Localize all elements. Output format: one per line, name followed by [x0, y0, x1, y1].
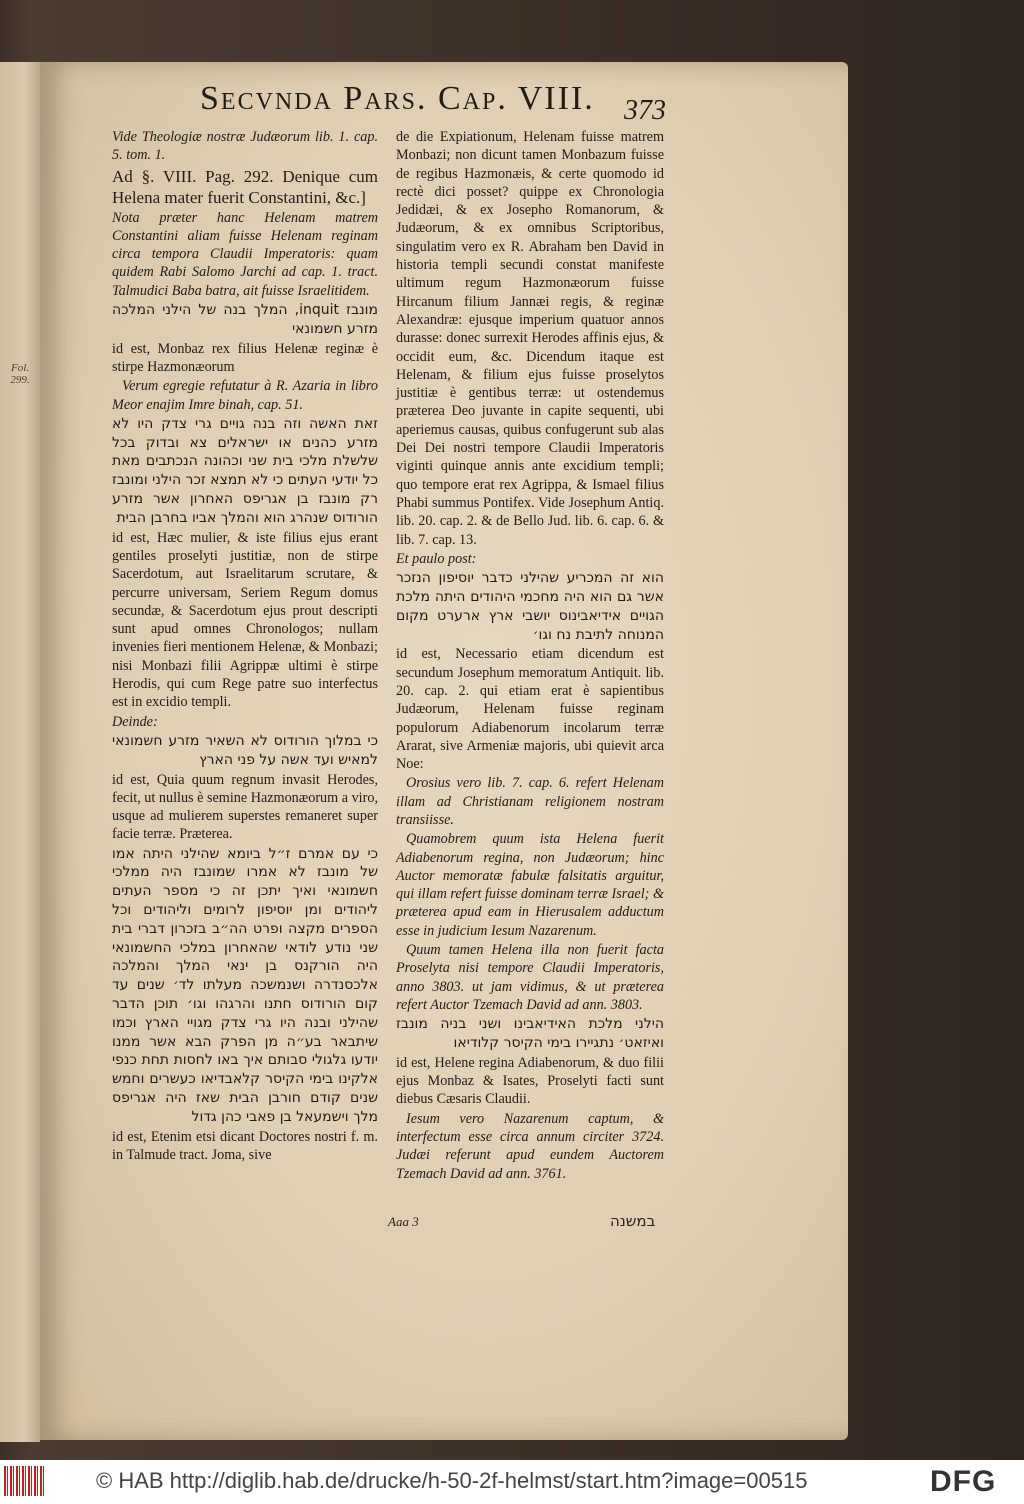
left-text-column	[112, 128, 378, 1165]
latin-paragraph: Vide Theologiæ nostræ Judæorum lib. 1. cap. 5. tom. 1.	[112, 129, 378, 164]
hebrew-paragraph: כי עם אמרם ז״ל ביומא שהילני היתה אמו של מונבז לא אמרו שמונבז היה ממלכי חשמונאי ואיך יתכן זה כי מספר העתים ליהודים ומן יוסיפון לרומים וליהודים וכל הספרים מקצה ופרט הה״ב בזכרון דברי בית שני נודע לודאי שהאחרון במלכי החשמונאי היה הורקנס בן ינאי המלך והמלכה אלכסנדרה ושנמשכה מעלתו לד׳ שנים עד קום הורודוס חתנו והרגהו וגו׳ תוכן הדבר שהילני ובנה היו גרי צדק מגויי הארץ וכמו שיתבאר בע״ה מן הפרק הבא אשר ממנו יודעו גלגולי סבותם איך באו לחסות תחת כנפי אלקינו בימי הקיסר קלאבדיאו כעשרים וחמש שנים קודם חורבן הבית שאז היה אגריפס מלך וישמעאל בן פאבי כהן גדול	[112, 845, 378, 1125]
hebrew-paragraph: כי במלוך הורודוס לא השאיר מזרע חשמונאי למאיש ועד אשה על פני הארץ	[112, 732, 378, 768]
latin-paragraph: Nota præter hanc Helenam matrem Constantini aliam fuisse Helenam reginam circa tempora Claudii Imperatoris: quam quidem Rabi Salomo Jarchi ad cap. 1. tract. Talmudici Baba batra, ait fuisse Israelitidem.	[112, 209, 378, 299]
latin-paragraph: Et paulo post:	[396, 550, 477, 567]
running-head: Secvnda Pars. Cap. VIII.	[200, 80, 595, 117]
latin-paragraph: Ad §. VIII. Pag. 292. Denique cum Helena mater fuerit Constantini, &c.]	[112, 166, 378, 207]
copyright-url-link[interactable]: © HAB http://diglib.hab.de/drucke/h-50-2f-helmst/start.htm?image=00515	[96, 1468, 808, 1493]
right-text-column	[396, 128, 664, 1184]
latin-paragraph: id est, Helene regina Adiabenorum, & duo filii ejus Monbaz & Isates, Proselyti facti sunt diebus Cæsaris Claudii.	[396, 1054, 664, 1108]
hebrew-paragraph: הוא זה המכריע שהילני כדבר יוסיפון הנזכר אשר גם הוא היה מחכמי היהודים היתה מלכת הגויים אידיאבינוס יושבי ארץ ארערט מקום המנוחה לתיבת נח וגו׳	[396, 570, 664, 643]
latin-paragraph: Quamobrem quum ista Helena fuerit Adiabenorum regina, non Judæorum; hinc Auctor memoratæ fabulæ falsitatis arguitur, qui illam refert fuisse dominam terræ Israel; & præterea apud eam in Hierusalem adductum esse in judicium Iesum Nazarenum.	[396, 831, 664, 939]
latin-paragraph: Quum tamen Helena illa non fuerit facta Proselyta nisi tempore Claudii Imperatoris, anno 3803. ut jam vidimus, & ut præterea refert Auctor Tzemach David ad ann. 3803.	[396, 942, 664, 1013]
viewer-footer-bar	[0, 1460, 1024, 1504]
hebrew-paragraph: מונבז inquit, המלך בנה של הילני המלכה מזרע חשמונאי	[112, 302, 378, 337]
facing-page-edge	[0, 62, 40, 1442]
latin-paragraph: Deinde:	[112, 713, 158, 730]
latin-paragraph: Iesum vero Nazarenum captum, & interfectum esse circa annum circiter 3724. Judæi referunt apud eundem Auctorem Tzemach David ad ann. 3761.	[396, 1110, 664, 1182]
latin-paragraph: Orosius vero lib. 7. cap. 6. refert Helenam illam ad Christianam religionem nostram transiisse.	[396, 775, 664, 828]
page-number: 373	[624, 95, 666, 126]
latin-paragraph: Verum egregie refutatur à R. Azaria in libro Meor enajim Imre binah, cap. 51.	[112, 378, 378, 413]
latin-paragraph: id est, Necessario etiam dicendum est secundum Josephum memoratum Antiquit. lib. 20. cap. 2. qui etiam erat è sapientibus Judæorum, Helenam fuisse reginam populorum Adiabenorum incolarum terræ Ararat, sive Armeniæ majoris, ubi quievit arca Noe:	[396, 646, 664, 773]
margin-folio-note: Fol. 299.	[10, 362, 30, 386]
catchword: במשנה	[610, 1212, 656, 1230]
latin-paragraph: de die Expiationum, Helenam fuisse matrem Monbazi; non dicunt tamen Monbazum fuisse de regibus Hazmonæis, & certe quomodo id rectè dici posset? quippe ex Chronologia Jedidæi, & ex Josepho Romanorum, & Judæorum, & ex omnibus Scriptoribus, singulatim vero ex R. Abraham ben David in historia templi secundi constat manifeste ultimum regum Hazmonæorum fuisse Hircanum filium Jannæi regis, & reginæ Alexandræ: ejusque imperium quatuor annos durasse: donec surrexit Herodes affinis ejus, & occidit eum, &c. Dicendum itaque est Helenam, & filium ejus fuisse proselytos justitiæ è gentibus terræ: ut ostendemus præterea Deo juvante in capite sequenti, ubi aperiemus causas, quibus confugerunt sub alas Dei Dei nostri tempore Claudii Imperatoris viginti quinque annis ante excidium templi; quo tempore erat rex Agrippa, & Ismael filius Phabi summus Pontifex. Vide Josephum Antiq. lib. 20. cap. 2. & de Bello Jud. lib. 6. cap. 6. & lib. 7. cap. 13.	[396, 129, 664, 548]
signature-mark: Aaa 3	[388, 1214, 419, 1229]
latin-paragraph: id est, Etenim etsi dicant Doctores nostri f. m. in Talmude tract. Joma, sive	[112, 1128, 378, 1163]
dfg-logo: DFG	[930, 1465, 997, 1498]
hebrew-paragraph: זאת האשה וזה בנה גויים גרי צדק היו לא מזרע כהנים או ישראלים צא ובדוק בכל שלשלת מלכי בית שני וכהונה הנכתבים מאת כל יודעי העתים כי לא תמצא זכר הילני ומונבז רק מונבז בן אגריפס האחרון אשר מזרע הורודוס שנהרג הוא והמלך אביו בחרבן הבית	[111, 415, 378, 526]
library-barcode-icon	[4, 1466, 44, 1496]
latin-paragraph: id est, Quia quum regnum invasit Herodes, fecit, ut nullus è semine Hazmonæorum a viro, usque ad mulierem superstes remaneret super facie terræ. Præterea.	[112, 771, 378, 843]
hebrew-paragraph: הילני מלכת האידיאבינו ושני בניה מונבז ואיזאט׳ נתגיירו בימי הקיסר קלודיאו	[396, 1016, 664, 1052]
latin-paragraph: id est, Monbaz rex filius Helenæ reginæ è stirpe Hazmonæorum	[112, 340, 378, 375]
latin-paragraph: id est, Hæc mulier, & iste filius ejus erant gentiles proselyti justitiæ, non de stirpe Sacerdotum, aut Israelitarum scrutare, & percurre universam, Seriem Regum domus secundæ, & Sacerdotum ejus prout descripti sunt apud omnes Chronologos; nullam invenies fieri mentionem Helenæ, & Monbazi; nisi Monbazi filii Agrippæ ultimi è stirpe Herodis, qui cum Rege patre suo interfectus est in excidio templi.	[112, 529, 378, 711]
